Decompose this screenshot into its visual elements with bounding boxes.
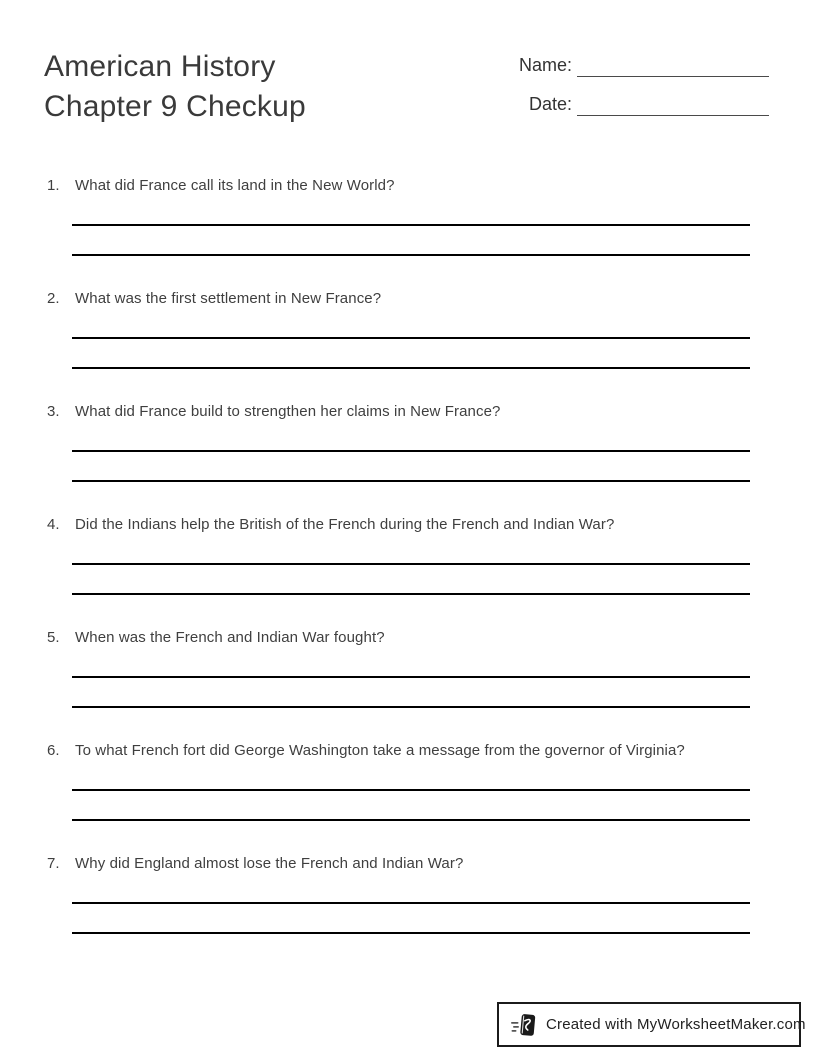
question-text: To what French fort did George Washington take a message from the governor of Virginia? bbox=[75, 742, 685, 759]
question-item bbox=[47, 854, 757, 934]
created-with-badge bbox=[497, 1002, 806, 1047]
question-item bbox=[47, 289, 757, 369]
answer-line bbox=[72, 563, 750, 565]
question-item bbox=[47, 402, 757, 482]
question-list bbox=[47, 176, 757, 967]
date-blank-line bbox=[577, 91, 769, 116]
answer-line bbox=[72, 676, 750, 678]
answer-line bbox=[72, 706, 750, 708]
answer-line bbox=[72, 450, 750, 452]
question-text: What did France call its land in the New World? bbox=[75, 177, 395, 194]
question-number: 7. bbox=[47, 855, 60, 872]
answer-line bbox=[72, 367, 750, 369]
name-date-block bbox=[500, 48, 770, 116]
date-label: Date: bbox=[528, 94, 572, 114]
question-row bbox=[47, 402, 757, 422]
answer-line bbox=[72, 254, 750, 256]
answer-line bbox=[72, 819, 750, 821]
created-with-text: Created with MyWorksheetMaker.com bbox=[546, 1016, 806, 1033]
question-text: When was the French and Indian War fought? bbox=[75, 629, 385, 646]
question-text: What was the first settlement in New France? bbox=[75, 290, 382, 307]
question-row bbox=[47, 741, 757, 761]
name-blank-line bbox=[577, 52, 769, 77]
question-number: 1. bbox=[47, 177, 60, 194]
question-item bbox=[47, 628, 757, 708]
name-field-row bbox=[500, 48, 770, 77]
question-item bbox=[47, 741, 757, 821]
question-number: 5. bbox=[47, 629, 60, 646]
question-row bbox=[47, 515, 757, 535]
question-number: 3. bbox=[47, 403, 60, 420]
name-label: Name: bbox=[518, 55, 572, 75]
page-title-line1: American History bbox=[44, 50, 276, 83]
question-number: 2. bbox=[47, 290, 60, 307]
myworksheetmaker-logo-icon bbox=[511, 1011, 537, 1039]
question-text: Did the Indians help the British of the French during the French and Indian War? bbox=[75, 516, 615, 533]
page-title-line2: Chapter 9 Checkup bbox=[44, 90, 306, 123]
question-item bbox=[47, 515, 757, 595]
question-row bbox=[47, 289, 757, 309]
answer-line bbox=[72, 902, 750, 904]
answer-line bbox=[72, 932, 750, 934]
page-title bbox=[44, 47, 306, 127]
question-number: 4. bbox=[47, 516, 60, 533]
answer-line bbox=[72, 593, 750, 595]
answer-line bbox=[72, 789, 750, 791]
date-field-row bbox=[500, 87, 770, 116]
question-item bbox=[47, 176, 757, 256]
question-text: Why did England almost lose the French and Indian War? bbox=[75, 855, 464, 872]
answer-line bbox=[72, 224, 750, 226]
question-text: What did France build to strengthen her claims in New France? bbox=[75, 403, 501, 420]
question-row bbox=[47, 854, 757, 874]
question-row bbox=[47, 176, 757, 196]
question-row bbox=[47, 628, 757, 648]
question-number: 6. bbox=[47, 742, 60, 759]
answer-line bbox=[72, 337, 750, 339]
answer-line bbox=[72, 480, 750, 482]
